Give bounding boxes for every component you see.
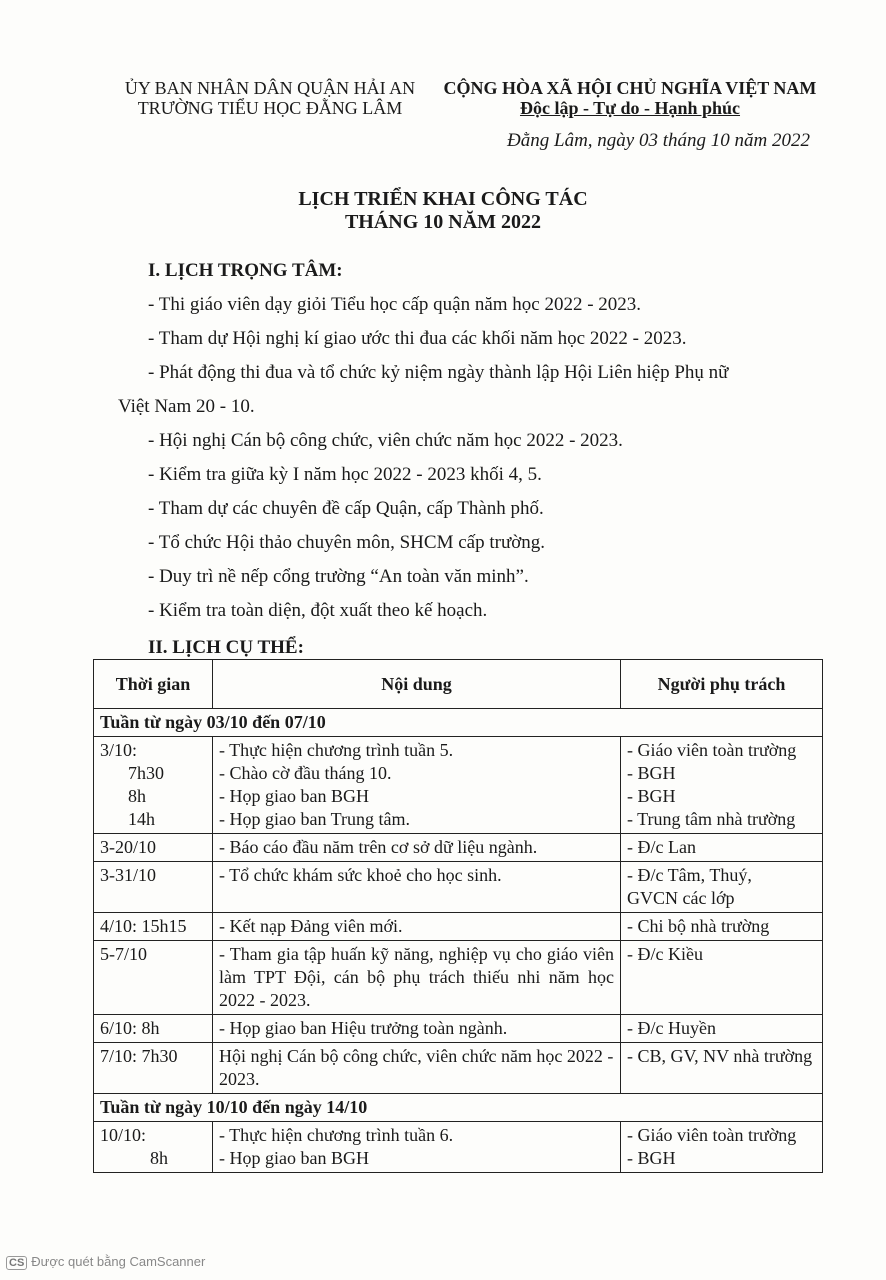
focus-item: - Thi giáo viên dạy giỏi Tiểu học cấp quận năm học 2022 - 2023. [148,294,642,315]
focus-item: - Tham dự Hội nghị kí giao ước thi đua các khối năm học 2022 - 2023. [148,328,687,349]
cell-time [94,862,213,913]
time-line: 6/10: 8h [100,1018,160,1038]
cell-person [621,1043,823,1094]
section2-heading: II. LỊCH CỤ THỂ: [148,637,304,658]
person-line: - Giáo viên toàn trường [627,740,797,760]
cell-time [94,941,213,1015]
person-line: - Trung tâm nhà trường [627,809,796,829]
camscanner-logo-icon: CS [6,1256,27,1270]
focus-item: - Phát động thi đua và tổ chức kỷ niệm ngày thành lập Hội Liên hiệp Phụ nữ [148,362,729,383]
focus-item: - Kiểm tra giữa kỳ I năm học 2022 - 2023 khối 4, 5. [148,464,542,485]
person-line: - CB, GV, NV nhà trường [627,1046,813,1066]
person-line: - Đ/c Lan [627,837,696,857]
column-header-time: Thời gian [94,660,213,709]
content-line: - Thực hiện chương trình tuần 5. [219,740,454,760]
cell-content [213,862,621,913]
watermark-text: Được quét bằng CamScanner [31,1254,206,1269]
focus-item: - Duy trì nề nếp cổng trường “An toàn văn minh”. [148,566,529,587]
content-line: - Chào cờ đầu tháng 10. [219,763,392,783]
cell-person [621,913,823,941]
time-line: 3-31/10 [100,865,156,885]
cell-person [621,1015,823,1043]
person-line: GVCN các lớp [627,888,735,908]
focus-item: - Tham dự các chuyên đề cấp Quận, cấp Thành phố. [148,498,544,519]
content-line: - Họp giao ban BGH [219,1148,369,1168]
section1-heading: I. LỊCH TRỌNG TÂM: [148,260,343,281]
cell-time [94,737,213,834]
schedule-table [93,659,823,1173]
national-motto: Độc lập - Tự do - Hạnh phúc [519,98,741,118]
cell-content [213,1015,621,1043]
content-line: - Tham gia tập huấn kỹ năng, nghiệp vụ cho giáo viên làm TPT Đội, cán bộ phụ trách thiếu nhi năm học 2022 - 2023. [219,944,614,1010]
content-line: - Báo cáo đầu năm trên cơ sở dữ liệu ngành. [219,837,538,857]
national-header [440,78,820,118]
table-row [94,913,823,941]
cell-time [94,1043,213,1094]
person-line: - Chi bộ nhà trường [627,916,770,936]
cell-person [621,834,823,862]
table-row [94,1122,823,1173]
time-line: 10/10: [100,1125,147,1145]
cell-time [94,834,213,862]
cell-content [213,1043,621,1094]
content-line: - Kết nạp Đảng viên mới. [219,916,403,936]
agency-header [120,78,420,118]
person-line: - BGH [627,763,676,783]
national-title: CỘNG HÒA XÃ HỘI CHỦ NGHĨA VIỆT NAM [443,78,817,98]
title-line-1: LỊCH TRIỂN KHAI CÔNG TÁC [298,188,588,210]
person-line: - Đ/c Tâm, Thuý, [627,865,752,885]
time-line: 8h [150,1148,168,1168]
time-line: 3/10: [100,740,138,760]
cell-person [621,737,823,834]
title-line-2: THÁNG 10 NĂM 2022 [344,211,542,233]
focus-item: - Kiểm tra toàn diện, đột xuất theo kế hoạch. [148,600,488,621]
time-line: 7/10: 7h30 [100,1046,178,1066]
cell-content [213,941,621,1015]
content-line: Hội nghị Cán bộ công chức, viên chức năm học 2022 - 2023. [219,1046,614,1089]
cell-content [213,834,621,862]
content-line: - Họp giao ban BGH [219,786,369,806]
time-line: 14h [128,809,155,829]
focus-item: Việt Nam 20 - 10. [118,396,255,417]
table-row [94,941,823,1015]
content-line: - Thực hiện chương trình tuần 6. [219,1125,454,1145]
time-line: 3-20/10 [100,837,156,857]
cell-content [213,737,621,834]
time-line: 7h30 [128,763,164,783]
time-line: 4/10: 15h15 [100,916,187,936]
person-line: - Giáo viên toàn trường [627,1125,797,1145]
cell-person [621,1122,823,1173]
time-line: 5-7/10 [100,944,147,964]
column-header-person: Người phụ trách [621,660,823,709]
week-label: Tuần từ ngày 03/10 đến 07/10 [94,709,823,737]
table-row [94,834,823,862]
week-label: Tuần từ ngày 10/10 đến ngày 14/10 [94,1094,823,1122]
cell-content [213,913,621,941]
table-row [94,1015,823,1043]
week-row [94,1094,823,1122]
school-name: TRƯỜNG TIỂU HỌC ĐẰNG LÂM [137,98,403,118]
table-row [94,1043,823,1094]
document-title [0,188,886,234]
person-line: - Đ/c Kiều [627,944,703,964]
person-line: - Đ/c Huyền [627,1018,716,1038]
person-line: - BGH [627,786,676,806]
cell-time [94,1122,213,1173]
content-line: - Họp giao ban Trung tâm. [219,809,410,829]
content-line: - Họp giao ban Hiệu trưởng toàn ngành. [219,1018,508,1038]
cell-time [94,913,213,941]
week-row [94,709,823,737]
table-row [94,737,823,834]
cell-person [621,941,823,1015]
person-line: - BGH [627,1148,676,1168]
cell-content [213,1122,621,1173]
focus-item: - Tổ chức Hội thảo chuyên môn, SHCM cấp trường. [148,532,546,553]
agency-name: ỦY BAN NHÂN DÂN QUẬN HẢI AN [124,78,416,98]
cell-time [94,1015,213,1043]
cell-person [621,862,823,913]
focus-item: - Hội nghị Cán bộ công chức, viên chức năm học 2022 - 2023. [148,430,623,451]
scanner-watermark [6,1254,205,1270]
document-date: Đằng Lâm, ngày 03 tháng 10 năm 2022 [507,130,810,151]
table-row [94,862,823,913]
content-line: - Tổ chức khám sức khoẻ cho học sinh. [219,865,502,885]
column-header-content: Nội dung [213,660,621,709]
time-line: 8h [128,786,146,806]
